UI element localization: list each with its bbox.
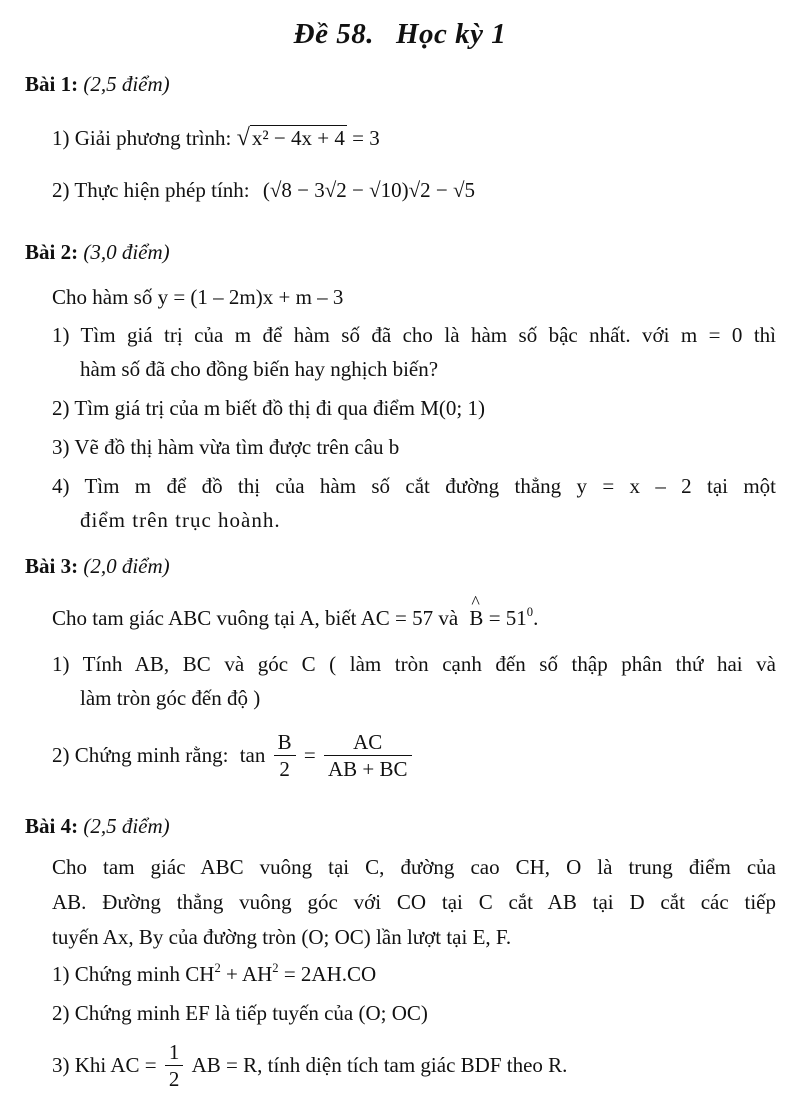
bai4-q1-c: = 2AH.CO [278, 962, 377, 986]
bai2-q4-line1: 4) Tìm m để đồ thị của hàm số cắt đường thẳng y = x – 2 tại một [52, 474, 776, 498]
bai2-points: (3,0 điểm) [83, 240, 170, 264]
bai3-q2-tan: tan [239, 743, 266, 768]
fraction-numerator: AC [324, 730, 412, 756]
bai1-label: Bài 1: [25, 72, 79, 96]
bai3-q1-line1: 1) Tính AB, BC và góc C ( làm tròn cạnh đến số thập phân thứ hai và [52, 652, 776, 676]
fraction-denominator: 2 [168, 1067, 180, 1092]
sqrt-expression: √x² − 4x + 4 [236, 124, 345, 151]
bai3-points: (2,0 điểm) [83, 554, 170, 578]
fraction-b-over-2 [274, 730, 296, 781]
bai3-heading [25, 554, 170, 579]
bai3-q2-equals: = [303, 743, 316, 768]
bai3-intro-a: Cho tam giác ABC vuông tại A, biết AC = 57 và [52, 606, 459, 630]
bai2-label: Bài 2: [25, 240, 79, 264]
bai2-q4-line2: điểm trên trục hoành. [80, 508, 281, 532]
bai2-intro: Cho hàm số y = (1 – 2m)x + m – 3 [52, 285, 344, 309]
fraction-numerator: B [274, 730, 296, 756]
bai2-q1-line2: hàm số đã cho đồng biến hay nghịch biến? [80, 357, 439, 381]
bai1-heading [25, 72, 170, 97]
fraction-denominator: 2 [279, 757, 290, 782]
bai4-q1-square: 2 [272, 961, 279, 976]
bai4-label: Bài 4: [25, 814, 79, 838]
page-title [0, 18, 800, 51]
bai4-q3-b: AB = R, tính diện tích tam giác BDF theo R. [191, 1053, 568, 1078]
bai1-q1-radicand: x² − 4x + 4 [251, 126, 345, 150]
bai4-paragraph-line3: tuyến Ax, By của đường tròn (O; OC) lần lượt tại E, F. [52, 925, 512, 949]
bai1-q2-text: 2) Thực hiện phép tính: [52, 178, 250, 202]
bai2-q2: 2) Tìm giá trị của m biết đồ thị đi qua điểm M(0; 1) [52, 396, 485, 420]
bai2-q3: 3) Vẽ đồ thị hàm vừa tìm được trên câu b [52, 435, 400, 459]
bai3-intro-end: . [533, 606, 539, 630]
fraction-one-half [165, 1040, 184, 1091]
bai3-q2-text: 2) Chứng minh rằng: [52, 743, 229, 768]
bai2-heading [25, 240, 170, 265]
title-semester: Học kỳ 1 [396, 18, 507, 50]
bai3-intro [52, 606, 538, 631]
bai3-degree: 0 [526, 605, 534, 620]
bai3-intro-b: = 51 [488, 606, 527, 630]
title-exam-number: Đề 58. [293, 18, 374, 50]
bai4-q3-a: 3) Khi AC = [52, 1053, 157, 1078]
bai4-heading [25, 814, 170, 839]
fraction-denominator: AB + BC [327, 757, 408, 782]
bai4-q1-square: 2 [214, 961, 221, 976]
bai3-question-2 [52, 730, 415, 781]
bai4-question-1 [52, 962, 376, 987]
bai4-q1-b: + AH [220, 962, 273, 986]
bai4-question-3 [52, 1040, 567, 1091]
bai1-question-1 [52, 124, 380, 152]
bai3-q1-line2: làm tròn góc đến độ ) [80, 686, 261, 710]
bai1-points: (2,5 điểm) [83, 72, 170, 96]
bai2-q1-line1: 1) Tìm giá trị của m để hàm số đã cho là hàm số bậc nhất. với m = 0 thì [52, 323, 776, 347]
bai4-paragraph-line1: Cho tam giác ABC vuông tại C, đường cao CH, O là trung điểm của [52, 855, 776, 879]
bai3-label: Bài 3: [25, 554, 79, 578]
bai1-q1-rhs: = 3 [352, 126, 380, 150]
bai3-angle-b: ^ B [469, 606, 483, 631]
bai1-q2-expr: (√8 − 3√2 − √10)√2 − √5 [262, 178, 476, 202]
fraction-numerator: 1 [165, 1040, 184, 1066]
bai1-question-2 [52, 178, 475, 203]
fraction-ac-over-sum [324, 730, 412, 781]
bai1-q1-text: 1) Giải phương trình: [52, 126, 232, 150]
bai4-points: (2,5 điểm) [83, 814, 170, 838]
bai4-paragraph-line2: AB. Đường thẳng vuông góc với CO tại C cắt AB tại D cắt các tiếp [52, 890, 776, 914]
bai4-q1-a: 1) Chứng minh CH [52, 962, 215, 986]
bai4-q2: 2) Chứng minh EF là tiếp tuyến của (O; OC) [52, 1001, 428, 1025]
